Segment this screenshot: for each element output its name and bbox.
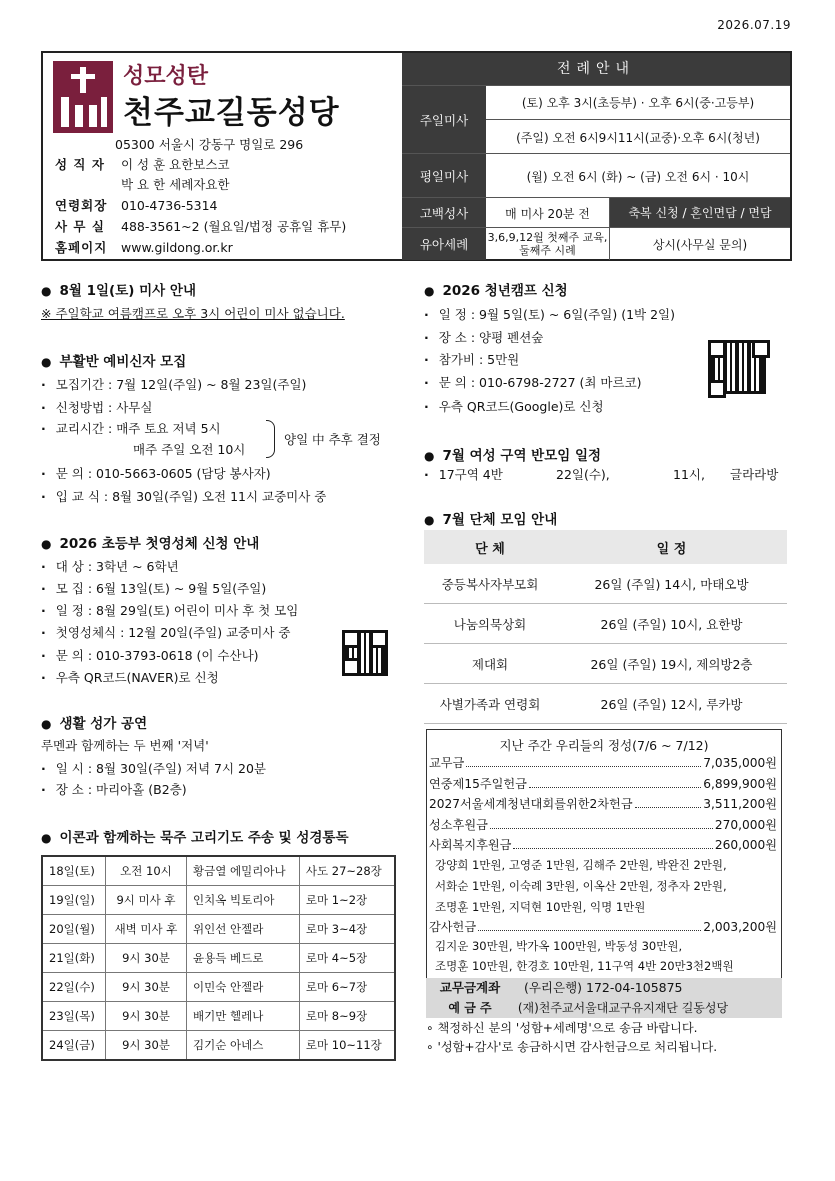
catechumen-title: ● 부활반 예비신자 모집 [41, 350, 186, 370]
group-name: 중등복사자부모회 [424, 564, 556, 604]
pastor-label: 성 직 자 [55, 157, 105, 172]
prayer-time: 9시 30분 [105, 944, 186, 973]
catechumen-time: · 교리시간 : 매주 토요 저녁 5시 [41, 419, 221, 437]
youth-camp-schedule: · 일 정 : 9월 5일(토) ~ 6일(주일) (1박 2일) [424, 305, 675, 323]
thanks-donors-2: 조명훈 10만원, 한경호 10만원, 11구역 4반 20만3천2백원 [435, 959, 734, 973]
holder-name: (재)천주교서울대교구유지재단 길동성당 [517, 1001, 729, 1015]
table-row [42, 944, 395, 973]
confession-time: 매 미사 20분 전 [486, 198, 610, 228]
prayer-time: 새벽 미사 후 [105, 915, 186, 944]
offering-label: 2027서울세계청년대회를위한2차헌금 [429, 797, 633, 811]
group-schedule: 26일 (주일) 14시, 마태오방 [556, 564, 787, 604]
infant-baptism-label: 유아세례 [402, 228, 486, 260]
group-schedule: 26일 (주일) 10시, 요한방 [556, 604, 787, 644]
rosary-schedule-table [41, 855, 396, 1061]
first-communion-schedule: · 일 정 : 8월 29일(토) 어린이 미사 후 첫 모임 [41, 601, 298, 619]
chair-phone: 010-4736-5314 [121, 198, 218, 213]
offering-thanks: 감사헌금 2,003,200원 [429, 920, 777, 934]
concert-title: ● 생활 성가 공연 [41, 712, 147, 732]
office-phone: 488-3561~2 (월요일/법정 공휴일 휴무) [121, 219, 347, 234]
prayer-date: 24일(금) [42, 1031, 105, 1061]
catechumen-brace-note: 양일 中 추후 결정 [284, 432, 381, 447]
table-row [424, 604, 787, 644]
thanks-donors-1: 김지운 30만원, 박가옥 100만원, 박동성 30만원, [435, 939, 683, 953]
youth-camp-title: ● 2026 청년캠프 신청 [424, 279, 568, 299]
offering-amount: 270,000원 [714, 818, 777, 832]
prayer-time: 9시 미사 후 [105, 886, 186, 915]
concert-subtitle: 루멘과 함께하는 두 번째 '저녁' [41, 738, 209, 753]
first-communion-qr-note: · 우측 QR코드(NAVER)로 신청 [41, 668, 219, 686]
catechumen-time-2: 매주 주일 오전 10시 [133, 442, 246, 457]
women-district-title: ● 7월 여성 구역 반모임 일정 [424, 444, 601, 464]
group-name: 나눔의묵상회 [424, 604, 556, 644]
table-row [42, 1031, 395, 1061]
church-title: 천주교길동성당 [123, 95, 340, 131]
prayer-date: 23일(목) [42, 1002, 105, 1031]
table-row [42, 915, 395, 944]
women-district-room: 글라라방 [730, 467, 779, 482]
mass-schedule [402, 53, 790, 259]
account-label: 교무금계좌 [439, 980, 501, 995]
dot-leader [529, 775, 701, 788]
prayer-reading: 로마 1~2장 [299, 886, 395, 915]
church-subtitle: 성모성탄 [123, 64, 209, 89]
offering-amount: 260,000원 [714, 838, 777, 852]
catechumen-contact: · 문 의 : 010-5663-0605 (담당 봉사자) [41, 464, 271, 482]
offering-line [429, 836, 777, 853]
welfare-donors-1: 강양희 1만원, 고영준 1만원, 김해주 2만원, 박완진 2만원, [435, 858, 727, 872]
first-communion-recruit: · 모 집 : 6월 13일(토) ~ 9월 5일(주일) [41, 579, 266, 597]
first-communion-title: ● 2026 초등부 첫영성체 신청 안내 [41, 532, 259, 552]
prayer-reading: 로마 6~7장 [299, 973, 395, 1002]
welfare-donors-2: 서화순 1만원, 이숙례 3만원, 이옥산 2만원, 정추자 2만원, [435, 879, 727, 893]
group-col-header: 단 체 [424, 530, 556, 564]
prayer-leader: 윤용득 베드로 [187, 944, 300, 973]
prayer-leader: 위인선 안젤라 [187, 915, 300, 944]
prayer-leader: 인치옥 빅토리아 [187, 886, 300, 915]
prayer-reading: 사도 27~28장 [299, 856, 395, 886]
group-name: 사별가족과 연령회 [424, 684, 556, 724]
table-row [42, 886, 395, 915]
dot-leader [490, 816, 713, 829]
church-logo-icon [53, 61, 113, 133]
first-communion-contact: · 문 의 : 010-3793-0618 (이 수산나) [41, 646, 259, 664]
table-row [424, 644, 787, 684]
first-communion-ceremony: · 첫영성체식 : 12월 20일(주일) 교중미사 중 [41, 623, 290, 641]
offering-box [426, 729, 782, 979]
group-schedule: 26일 (주일) 12시, 루카방 [556, 684, 787, 724]
offering-amount: 3,511,200원 [703, 797, 777, 811]
sunday-mass-sat: (토) 오후 3시(초등부) · 오후 6시(중·고등부) [486, 86, 790, 120]
women-district-time: 11시, [673, 467, 705, 482]
homepage-link[interactable]: www.gildong.or.kr [121, 240, 233, 255]
prayer-date: 22일(수) [42, 973, 105, 1002]
offering-line [429, 795, 777, 812]
prayer-date: 18일(토) [42, 856, 105, 886]
office-label: 사 무 실 [55, 219, 105, 234]
church-address: 05300 서울시 강동구 명일로 296 [115, 137, 304, 152]
august-mass-title: ● 8월 1일(토) 미사 안내 [41, 279, 196, 299]
women-district-group: · 17구역 4반 [424, 465, 503, 483]
offering-title: 지난 주간 우리들의 정성(7/6 ~ 7/12) [499, 738, 709, 753]
holder-label: 예 금 주 [448, 1001, 492, 1015]
naver-qr-code-icon[interactable] [342, 630, 388, 676]
prayer-leader: 황금열 에밀리아나 [187, 856, 300, 886]
church-info-panel [43, 53, 404, 259]
offering-label: 성소후원금 [429, 818, 488, 832]
chair-label: 연령회장 [55, 198, 108, 213]
infant-baptism-schedule: 3,6,9,12월 첫째주 교육, 둘째주 시례 [486, 228, 610, 260]
table-row [42, 1002, 395, 1031]
prayer-time: 오전 10시 [105, 856, 186, 886]
youth-camp-contact: · 문 의 : 010-6798-2727 (최 마르코) [424, 373, 642, 391]
prayer-reading: 로마 10~11장 [299, 1031, 395, 1061]
prayer-time: 9시 30분 [105, 973, 186, 1002]
account-number: (우리은행) 172-04-105875 [523, 980, 683, 995]
blessing-anytime: 상시(사무실 문의) [652, 237, 748, 252]
august-mass-note: ※ 주일학교 여름캠프로 오후 3시 어린이 미사 없습니다. [41, 306, 345, 321]
youth-camp-place: · 장 소 : 양평 펜션숲 [424, 328, 543, 346]
group-meeting-title: ● 7월 단체 모임 안내 [424, 508, 557, 528]
welfare-donors-3: 조명훈 1만원, 지덕현 10만원, 익명 1만원 [435, 900, 646, 914]
concert-time: · 일 시 : 8월 30일(주일) 저녁 7시 20분 [41, 759, 266, 777]
google-qr-code-icon[interactable] [708, 340, 754, 386]
account-holder-row [426, 998, 782, 1018]
sunday-mass-label: 주일미사 [402, 86, 486, 154]
offering-line [429, 816, 777, 833]
confession-label: 고백성사 [402, 198, 486, 228]
prayer-leader: 배기만 헬레나 [187, 1002, 300, 1031]
group-schedule: 26일 (주일) 19시, 제의방2층 [556, 644, 787, 684]
youth-camp-fee: · 참가비 : 5만원 [424, 350, 519, 368]
weekday-mass-times: (월) 오전 6시 (화) ~ (금) 오전 6시 · 10시 [526, 169, 750, 184]
prayer-date: 19일(일) [42, 886, 105, 915]
transfer-note-2: ∘ '성함+감사'로 송금하시면 감사헌금으로 처리됩니다. [426, 1040, 718, 1054]
group-meeting-table [424, 530, 787, 724]
dot-leader [635, 795, 702, 808]
table-row [424, 564, 787, 604]
prayer-reading: 로마 8~9장 [299, 1002, 395, 1031]
table-row [42, 973, 395, 1002]
pastor-1: 이 성 훈 요한보스코 [121, 157, 230, 172]
account-row [426, 978, 782, 998]
offering-label: 연중제15주일헌금 [429, 777, 527, 791]
prayer-time: 9시 30분 [105, 1002, 186, 1031]
offering-line [429, 754, 777, 771]
bulletin-header [41, 51, 792, 261]
issue-date: 2026.07.19 [717, 18, 791, 32]
catechumen-method: · 신청방법 : 사무실 [41, 398, 152, 416]
offering-amount: 7,035,000원 [703, 756, 777, 770]
dot-leader [513, 836, 712, 849]
offering-label: 교무금 [429, 756, 465, 770]
table-row [424, 684, 787, 724]
dot-leader [466, 754, 701, 767]
prayer-time: 9시 30분 [105, 1031, 186, 1061]
prayer-date: 21일(화) [42, 944, 105, 973]
group-name: 제대회 [424, 644, 556, 684]
first-communion-target: · 대 상 : 3학년 ~ 6학년 [41, 557, 179, 575]
prayer-leader: 이민숙 안젤라 [187, 973, 300, 1002]
table-row [42, 856, 395, 886]
schedule-col-header: 일 정 [556, 530, 787, 564]
women-district-date: 22일(수), [556, 467, 610, 482]
offering-amount: 6,899,900원 [703, 777, 777, 791]
offering-line [429, 775, 777, 792]
youth-camp-qr-note: · 우측 QR코드(Google)로 신청 [424, 397, 604, 415]
homepage-label: 홈페이지 [55, 240, 108, 255]
mass-schedule-title: 전례안내 [402, 53, 790, 85]
offering-label: 사회복지후원금 [429, 838, 512, 852]
sunday-mass-sun: (주일) 오전 6시9시11시(교중)·오후 6시(청년) [516, 130, 760, 145]
prayer-reading: 로마 4~5장 [299, 944, 395, 973]
blessing-request: 축복 신청 / 혼인면담 / 면담 [610, 198, 790, 228]
prayer-leader: 김기순 아네스 [187, 1031, 300, 1061]
rosary-title: ● 이콘과 함께하는 묵주 고리기도 주송 및 성경통독 [41, 826, 349, 846]
weekday-mass-label: 평일미사 [402, 154, 486, 198]
transfer-note-1: ∘ 책정하신 분의 '성함+세례명'으로 송금 바랍니다. [426, 1021, 698, 1035]
prayer-date: 20일(월) [42, 915, 105, 944]
pastor-2: 박 요 한 세례자요한 [121, 177, 230, 192]
brace-icon [266, 420, 275, 458]
catechumen-ceremony: · 입 교 식 : 8월 30일(주일) 오전 11시 교중미사 중 [41, 487, 326, 505]
concert-place: · 장 소 : 마리아홀 (B2층) [41, 780, 187, 798]
prayer-reading: 로마 3~4장 [299, 915, 395, 944]
catechumen-period: · 모집기간 : 7월 12일(주일) ~ 8월 23일(주일) [41, 375, 306, 393]
